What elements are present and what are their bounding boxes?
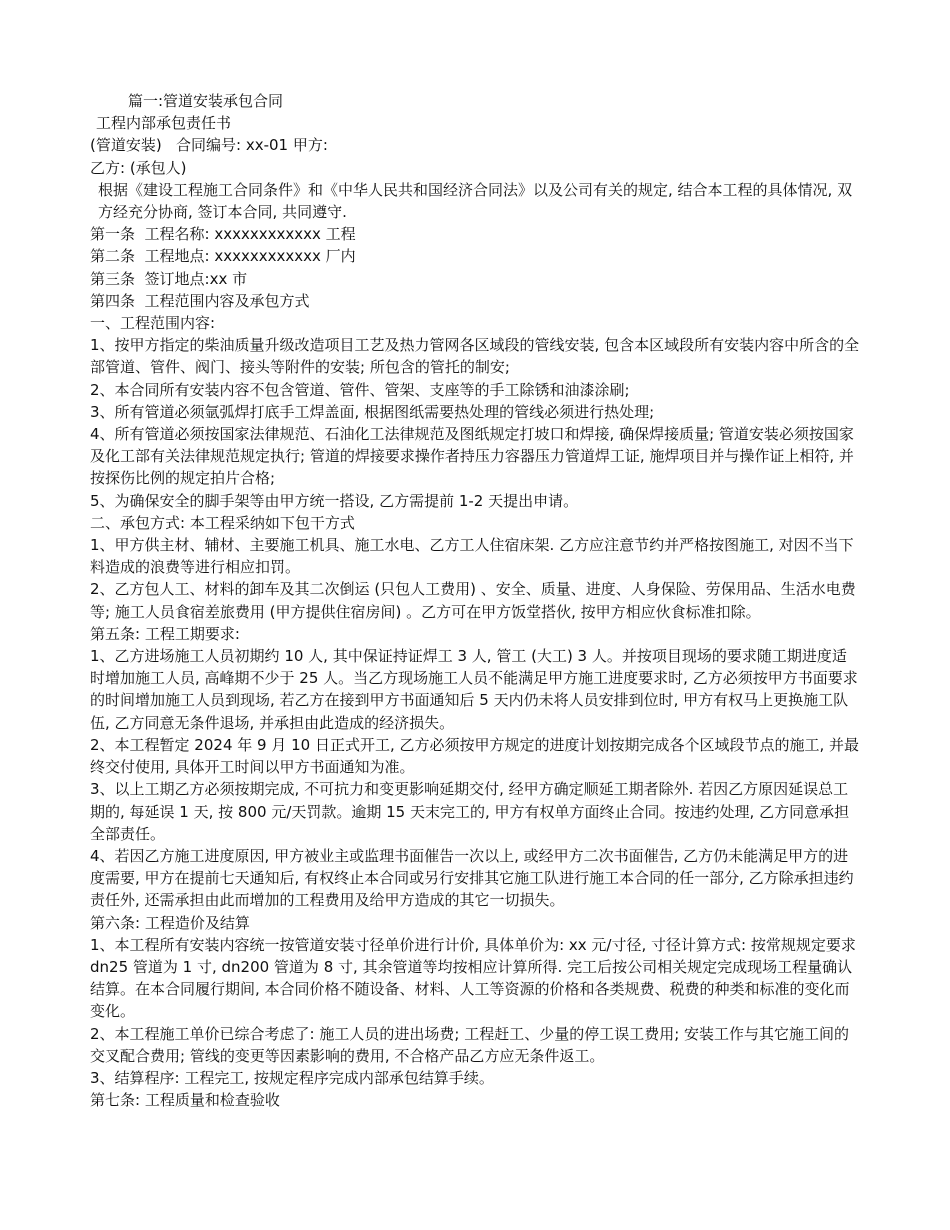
scope-item-1: 1、按甲方指定的柴油质量升级改造项目工艺及热力管网各区域段的管线安装, 包含本区域段所有安装内容中所含的全部管道、管件、阀门、接头等附件的安装; 所包含的管托的制安; (90, 336, 860, 377)
article-6-heading: 第六条: 工程造价及结算 (90, 913, 250, 932)
document-title: 篇一:管道安装承包合同 (128, 92, 284, 110)
scope-item-2: 2、本合同所有安装内容不包含管道、管件、管架、支座等的手工除锈和油漆涂刷; (90, 380, 630, 399)
contract-document (90, 90, 860, 1111)
party-b-line: 乙方: (承包人) (90, 158, 187, 177)
schedule-item-4: 4、若因乙方施工进度原因, 甲方被业主或监理书面催告一次以上, 或经甲方二次书面催告, 乙方仍未能满足甲方的进度需要, 甲方在提前七天通知后, 有权终止本合同或另行安排其它施工队进行施工本合同的任一部分, 乙方除承担违约责任外, 还需承担由此而增加的工程费用及给甲方造成的其它一切损失。 (90, 846, 854, 910)
article-4-heading: 第四条 工程范围内容及承包方式 (90, 291, 310, 310)
article-1: 第一条 工程名称: xxxxxxxxxxxx 工程 (90, 225, 356, 244)
scope-item-5: 5、为确保安全的脚手架等由甲方统一搭设, 乙方需提前 1-2 天提出申请。 (90, 491, 579, 510)
article-5-heading: 第五条: 工程工期要求: (90, 624, 240, 643)
article-2: 第二条 工程地点: xxxxxxxxxxxx 厂内 (90, 247, 356, 266)
scope-item-4: 4、所有管道必须按国家法律规范、石油化工法律规范及图纸规定打坡口和焊接, 确保焊接质量; 管道安装必须按国家及化工部有关法律规范规定执行; 管道的焊接要求操作者持压力容器压力管道焊工证, 施焊项目并与操作证上相符, 并按探伤比例的规定拍片合格; (90, 425, 854, 488)
cost-item-2: 2、本工程施工单价已综合考虑了: 施工人员的进出场费; 工程赶工、少量的停工误工费用; 安装工作与其它施工间的交叉配合费用; 管线的变更等因素影响的费用, 不合格产品乙方应无条件返工。 (90, 1024, 850, 1065)
article-7-heading: 第七条: 工程质量和检查验收 (90, 1091, 280, 1110)
intro-paragraph: 根据《建设工程施工合同条件》和《中华人民共和国经济合同法》以及公司有关的规定, 结合本工程的具体情况, 双方经充分协商, 签订本合同, 共同遵守. (98, 180, 853, 222)
contract-mode-item-2: 2、乙方包人工、材料的卸车及其二次倒运 (只包人工费用) 、安全、质量、进度、人身保险、劳保用品、生活水电费等; 施工人员食宿差旅费用 (甲方提供住宿房间) 。乙方可在甲方饭堂搭伙, 按甲方相应伙食标准扣除。 (90, 580, 856, 621)
scope-heading: 一、工程范围内容: (90, 314, 216, 333)
cost-item-3: 3、结算程序: 工程完工, 按规定程序完成内部承包结算手续。 (90, 1068, 494, 1087)
contract-number-line: (管道安装) 合同编号: xx-01 甲方: (90, 136, 328, 155)
cost-item-1: 1、本工程所有安装内容统一按管道安装寸径单价进行计价, 具体单价为: xx 元/寸径, 寸径计算方式: 按常规规定要求 dn25 管道为 1 寸, dn200 管道为 8 寸, 其余管道等均按相应计算所得. 完工后按公司相关规定完成现场工程量确认结算。在本合同履行期间, 本合同价格不随设备、材料、人工等资源的价格和各类规费、税费的种类和标准的变化而变化。 (90, 935, 861, 1021)
schedule-item-1: 1、乙方进场施工人员初期约 10 人, 其中保证持证焊工 3 人, 管工 (大工) 3 人。并按项目现场的要求随工期进度适时增加施工人员, 高峰期不少于 25 人。当乙方现场施工人员不能满足甲方施工进度要求时, 乙方必须按甲方书面要求的时间增加施工人员到现场, 若乙方在接到甲方书面通知后 5 天内仍未将人员安排到位时, 甲方有权马上更换施工队伍, 乙方同意无条件退场, 并承担由此造成的经济损失。 (90, 647, 858, 732)
scope-item-3: 3、所有管道必须氩弧焊打底手工焊盖面, 根据图纸需要热处理的管线必须进行热处理; (90, 402, 655, 421)
contract-mode-heading: 二、承包方式: 本工程采纳如下包干方式 (90, 513, 355, 532)
contract-mode-item-1: 1、甲方供主材、辅材、主要施工机具、施工水电、乙方工人住宿床架. 乙方应注意节约并严格按图施工, 对因不当下料造成的浪费等进行相应扣罚。 (90, 536, 854, 577)
schedule-item-3: 3、以上工期乙方必须按期完成, 不可抗力和变更影响延期交付, 经甲方确定顺延工期者除外. 若因乙方原因延误总工期的, 每延误 1 天, 按 800 元/天罚款。逾期 15 天末完工的, 甲方有权单方面终止合同。按违约处理, 乙方同意承担全部责任。 (90, 780, 850, 843)
article-3: 第三条 签订地点:xx 市 (90, 269, 248, 288)
schedule-item-2: 2、本工程暂定 2024 年 9 月 10 日正式开工, 乙方必须按甲方规定的进度计划按期完成各个区域段节点的施工, 并最终交付使用, 具体开工时间以甲方书面通知为准。 (90, 735, 860, 777)
document-subtitle: 工程内部承包责任书 (96, 114, 232, 133)
